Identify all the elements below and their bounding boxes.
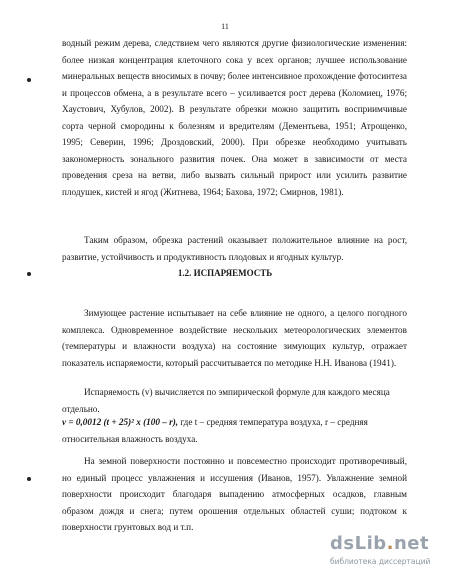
paragraph: Зимующее растение испытывает на себе влияние не одного, а целого погодного комплекса. Одновременное воздействие нескольких метеорологических элементов (температуры и влажности воздуха) на состояние зимующих культур, отражает показатель испаряемости, который рассчитывается по методике Н.Н. Иванова (1941). — [62, 308, 407, 368]
section-heading: 1.2. ИСПАРЯЕМОСТЬ — [177, 268, 273, 278]
punch-hole-mark — [27, 78, 31, 82]
formula-note: где t – средняя температура воздуха, r – средняя относительная влажность воздуха. — [62, 417, 368, 444]
formula-line — [62, 414, 407, 447]
page-number: 11 — [221, 22, 229, 31]
watermark-logo — [330, 533, 440, 573]
paragraph: Таким образом, обрезка растений оказывает положительное влияние на рост, развитие, устойчивость и продуктивность плодовых и ягодных культур. — [62, 235, 407, 262]
watermark-subtitle: библиотека диссертаций — [330, 557, 431, 566]
paragraph: водный режим дерева, следствием чего являются другие физиологические изменения: более низкая концентрация клеточного сока у всех органов; лучшее использование минеральных веществ вносимых в почву; более интенсивное прохождение фотосинтеза и процессов обмена, а в результате всего – усиливается рост дерева (Коломиец, 1976; Хаустович, Хубулов, 2002). В результате обрезки можно защитить восприимчивые сорта черной смородины к болезням и вредителям (Дементьева, 1951; Атрощенко, 1995; Северин, 1996; Дроздовский, 2000). При обрезке необходимо учитывать закономерность зонального развития почек. Она может в зависимости от места проведения среза на ветви, либо вызвать сильный прирост или усилить развитие плодушек, кистей и ягод (Житнева, 1964; Бахова, 1972; Смирнов, 1981). — [62, 38, 407, 197]
paragraph: Испаряемость (v) вычисляется по эмпирической формуле для каждого месяца отдельно. — [62, 387, 390, 414]
paragraph: На земной поверхности постоянно и повсеместно происходит противоречивый, но единый процесс увлажнения и иссушения (Иванов, 1957). Увлажнение земной поверхности происходит благодаря выпадению атмосферных осадков, главным образом дождя и снега; путем орошения отдельных областей суши; подтоком к поверхности грунтовых вод и т.п. — [62, 456, 407, 532]
watermark-brand: dsLib.net — [330, 533, 430, 554]
punch-hole-mark — [27, 477, 31, 481]
formula: v = 0,0012 (t + 25)² x (100 – r), — [62, 417, 179, 427]
